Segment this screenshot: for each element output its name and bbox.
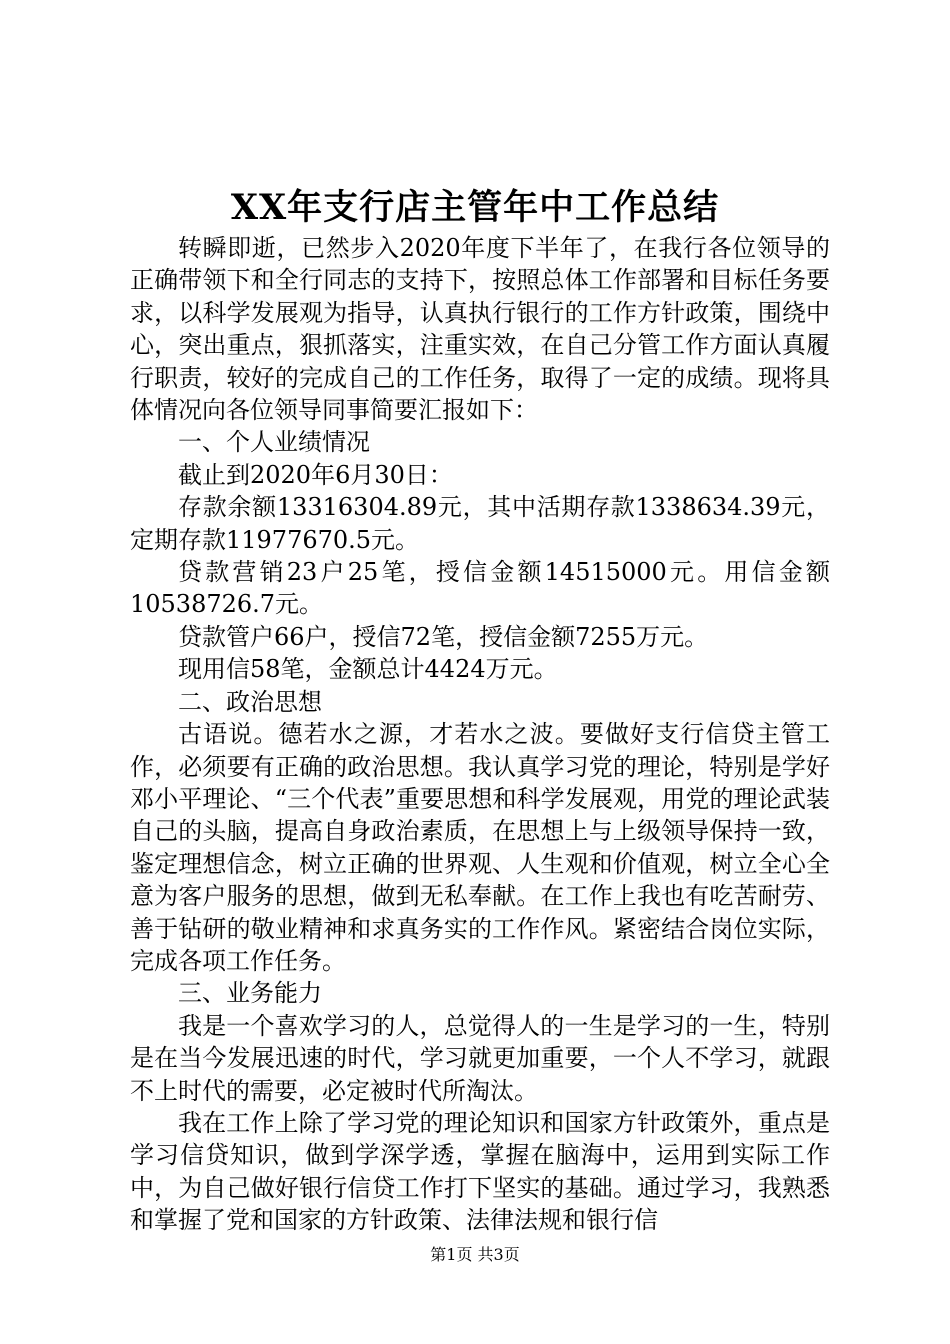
paragraph-learning: 我是一个喜欢学习的人，总觉得人的一生是学习的一生，特别是在当今发展迅速的时代，学习就更加重要，一个人不学习，就跟不上时代的需要，必定被时代所淘汰。	[130, 1011, 830, 1105]
paragraph-deposits: 存款余额13316304.89元，其中活期存款1338634.39元，定期存款11977670.5元。	[130, 493, 830, 554]
section-heading-ability: 三、业务能力	[178, 979, 322, 1008]
paragraph-credit-use: 现用信58笔，金额总计4424万元。	[178, 655, 558, 684]
paragraph-intro: 转瞬即逝，已然步入2020年度下半年了，在我行各位领导的正确带领下和全行同志的支持下，按照总体工作部署和目标任务要求，以科学发展观为指导，认真执行银行的工作方针政策，围绕中心，突出重点，狠抓落实，注重实效，在自己分管工作方面认真履行职责，较好的完成自己的工作任务，取得了一定的成绩。现将具体情况向各位领导同事简要汇报如下：	[130, 234, 830, 425]
section-heading-politics: 二、政治思想	[178, 687, 322, 716]
document-title: XX年支行店主管年中工作总结	[230, 187, 720, 228]
paragraph-loans: 贷款营销23户25笔，授信金额14515000元。用信金额10538726.7元。	[130, 558, 830, 619]
paragraph-date: 截止到2020年6月30日：	[178, 460, 453, 489]
page-footer: 第1页 共3页	[430, 1245, 520, 1264]
paragraph-knowledge: 我在工作上除了学习党的理论知识和国家方针政策外，重点是学习信贷知识，做到学深学透，掌握在脑海中，运用到实际工作中，为自己做好银行信贷工作打下坚实的基础。通过学习，我熟悉和掌握了党和国家的方针政策、法律法规和银行信	[130, 1108, 830, 1235]
section-heading-performance: 一、个人业绩情况	[178, 428, 370, 457]
paragraph-loan-accounts: 贷款管户66户，授信72笔，授信金额7255万元。	[178, 622, 709, 651]
document-body	[130, 232, 830, 1237]
paragraph-politics: 古语说。德若水之源，才若水之波。要做好支行信贷主管工作，必须要有正确的政治思想。我认真学习党的理论，特别是学好邓小平理论、“三个代表”重要思想和科学发展观，用党的理论武装自己的头脑，提高自身政治素质，在思想上与上级领导保持一致，鉴定理想信念，树立正确的世界观、人生观和价值观，树立全心全意为客户服务的思想，做到无私奉献。在工作上我也有吃苦耐劳、善于钻研的敬业精神和求真务实的工作作风。紧密结合岗位实际，完成各项工作任务。	[130, 720, 830, 975]
